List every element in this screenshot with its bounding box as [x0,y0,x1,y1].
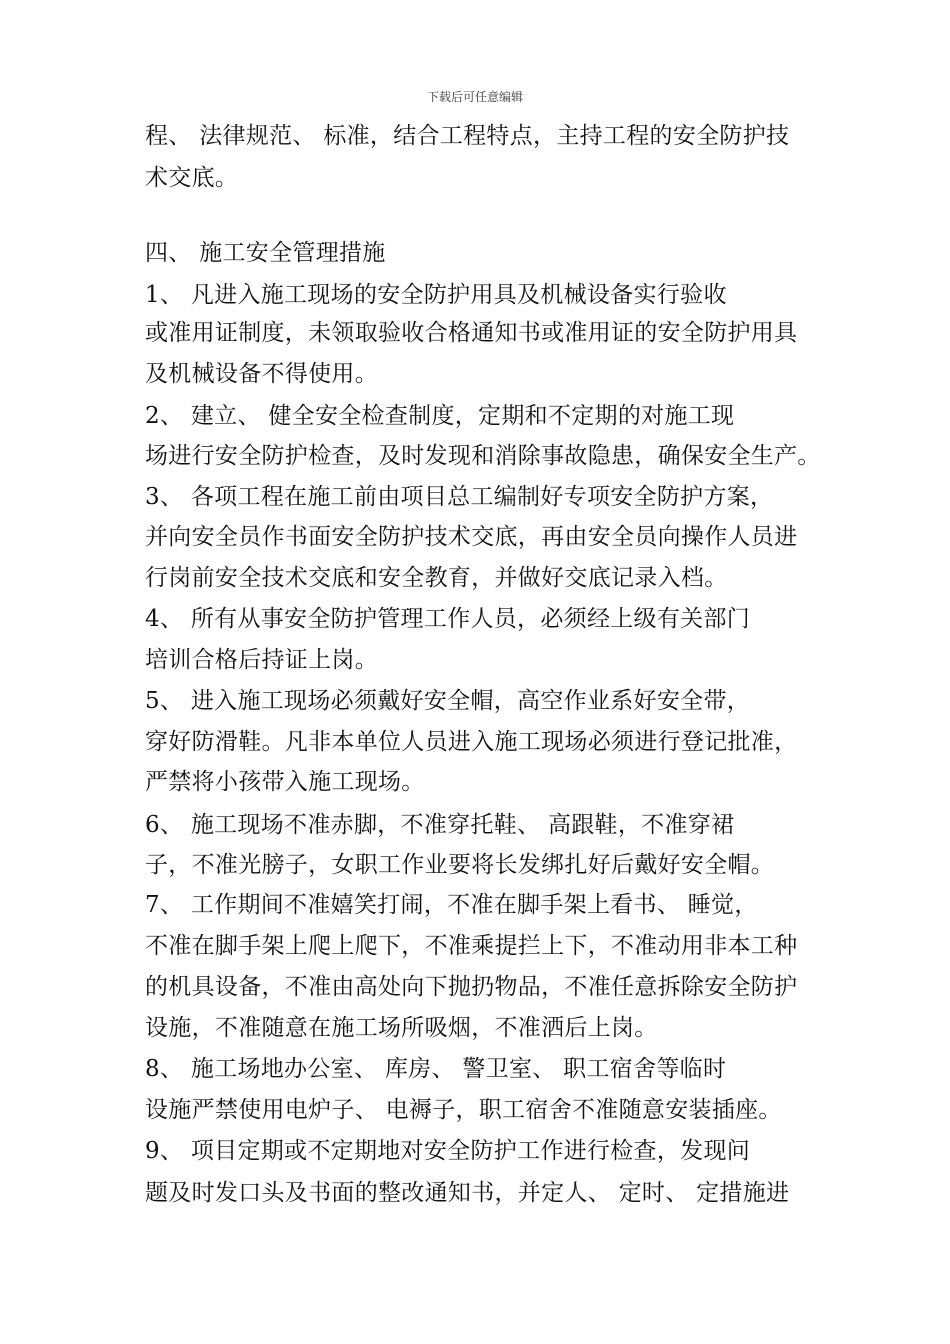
text-line: 及机械设备不得使用。 [145,361,378,387]
text-line: 2、 建立、 健全安全检查制度，定期和不定期的对施工现 [145,403,735,429]
page-header-note: 下载后可任意编辑 [426,90,523,104]
text-line: 场进行安全防护检查，及时发现和消除事故隐患，确保安全生产。 [145,443,821,469]
text-line: 或准用证制度，未领取验收合格通知书或准用证的安全防护用具 [145,320,798,346]
text-line: 的机具设备，不准由高处向下抛扔物品，不准任意拆除安全防护 [145,974,798,1000]
text-line: 设施，不准随意在施工场所吸烟，不准洒后上岗。 [145,1015,658,1041]
text-line: 5、 进入施工现场必须戴好安全帽，高空作业系好安全带， [145,688,751,714]
text-line: 8、 施工场地办公室、 库房、 警卫室、 职工宿舍等临时 [145,1056,727,1082]
text-line: 设施严禁使用电炉子、 电褥子，职工宿舍不准随意安装插座。 [145,1097,782,1123]
text-line: 严禁将小孩带入施工现场。 [145,769,425,795]
text-line: 程、 法律规范、 标准，结合工程特点，主持工程的安全防护技 [145,123,790,149]
text-line: 3、 各项工程在施工前由项目总工编制好专项安全防护方案， [145,484,774,510]
text-line: 1、 凡进入施工现场的安全防护用具及机械设备实行验收 [145,282,727,308]
text-line: 子，不准光膀子，女职工作业要将长发绑扎好后戴好安全帽。 [145,852,775,878]
section-heading: 四、 施工安全管理措施 [145,240,386,266]
text-line: 6、 施工现场不准赤脚，不准穿托鞋、 高跟鞋，不准穿裙 [145,812,735,838]
text-line: 并向安全员作书面安全防护技术交底，再由安全员向操作人员进 [145,524,798,550]
text-line: 穿好防滑鞋。凡非本单位人员进入施工现场必须进行登记批准， [145,729,798,755]
text-line: 9、 项目定期或不定期地对安全防护工作进行检查，发现问 [145,1138,751,1164]
text-line: 培训合格后持证上岗。 [145,647,378,673]
text-line: 7、 工作期间不准嬉笑打闹，不准在脚手架上看书、 睡觉， [145,892,758,918]
text-line: 术交底。 [145,165,239,191]
text-line: 不准在脚手架上爬上爬下，不准乘提拦上下，不准动用非本工种 [145,933,798,959]
text-line: 题及时发口头及书面的整改通知书，并定人、 定时、 定措施进 [145,1180,790,1206]
text-line: 行岗前安全技术交底和安全教育，并做好交底记录入档。 [145,565,728,591]
text-line: 4、 所有从事安全防护管理工作人员，必须经上级有关部门 [145,606,751,632]
